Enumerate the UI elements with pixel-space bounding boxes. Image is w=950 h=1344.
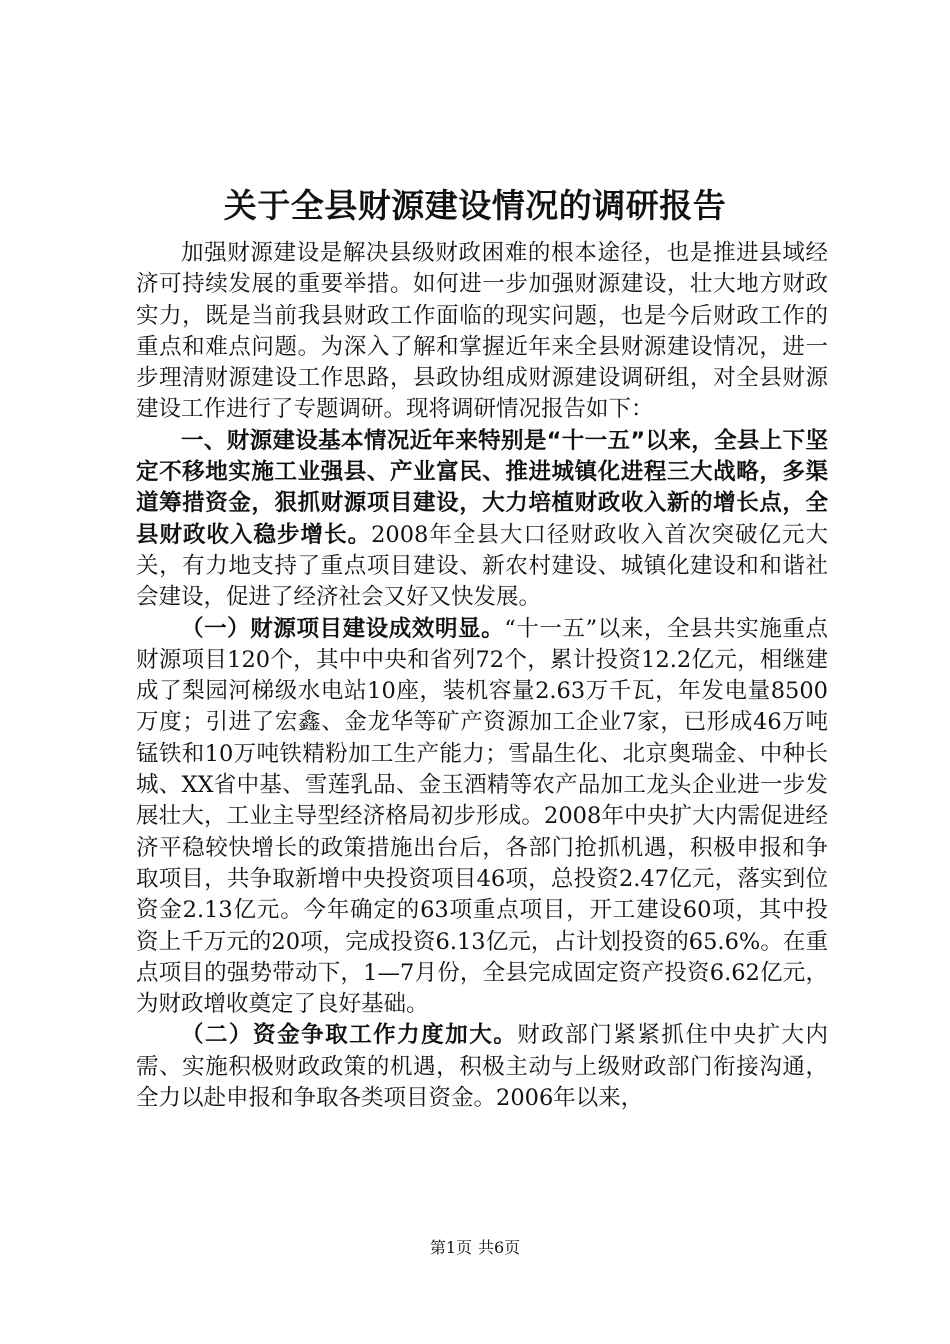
document-body xyxy=(136,238,828,1114)
intro-paragraph xyxy=(136,238,828,426)
document-title: 关于全县财源建设情况的调研报告 xyxy=(223,186,727,225)
paragraph-text: 财政部门紧紧抓住中央扩大内需、实施积极财政政策的机遇，积极主动与上级财政部门衔接沟通，全力以赴申报和争取各类项目资金。2006年以来， xyxy=(136,1022,828,1112)
page-footer xyxy=(0,1238,950,1258)
subsection-1-paragraph xyxy=(136,614,828,1021)
section-heading: 一、财源建设基本情况近年来特别是“十一五”以来，全县上下坚定不移地实施工业强县、产业富民、推进城镇化进程三大战略，多渠道筹措资金，狠抓财源项目建设，大力培植财政收入新的增长点，全县财政收入稳步增长。 xyxy=(136,427,828,548)
section-1-paragraph xyxy=(136,426,828,614)
paragraph-text: “十一五”以来，全县共实施重点财源项目120个，其中中央和省列72个，累计投资12.2亿元，相继建成了梨园河梯级水电站10座，装机容量2.63万千瓦，年发电量8500万度；引进了宏鑫、金龙华等矿产资源加工企业7家，已形成46万吨锰铁和10万吨铁精粉加工生产能力；雪晶生化、北京奥瑞金、中种长城、XX省中基、雪莲乳品、金玉酒精等农产品加工龙头企业进一步发展壮大，工业主导型经济格局初步形成。2008年中央扩大内需促进经济平稳较快增长的政策措施出台后，各部门抢抓机遇，积极申报和争取项目，共争取新增中央投资项目46项，总投资2.47亿元，落实到位资金2.13亿元。今年确定的63项重点项目，开工建设60项，其中投资上千万元的20项，完成投资6.13亿元，占计划投资的65.6%。在重点项目的强势带动下，1—7月份，全县完成固定资产投资6.62亿元，为财政增收奠定了良好基础。 xyxy=(136,615,828,1018)
paragraph-text: 加强财源建设是解决县级财政困难的根本途径，也是推进县域经济可持续发展的重要举措。如何进一步加强财源建设，壮大地方财政实力，既是当前我县财政工作面临的现实问题，也是今后财政工作的重点和难点问题。为深入了解和掌握近年来全县财源建设情况，进一步理清财源建设工作思路，县政协组成财源建设调研组，对全县财源建设工作进行了专题调研。现将调研情况报告如下： xyxy=(136,240,828,423)
subsection-heading: （二）资金争取工作力度加大。 xyxy=(181,1022,518,1049)
paragraph-text: 2008年全县大口径财政收入首次突破亿元大关，有力地支持了重点项目建设、新农村建设、城镇化建设和和谐社会建设，促进了经济社会又好又快发展。 xyxy=(136,521,828,611)
subsection-heading: （一）财源项目建设成效明显。 xyxy=(181,615,505,642)
subsection-2-paragraph xyxy=(136,1020,828,1114)
page-number: 第1页 xyxy=(429,1238,472,1257)
page-total: 共6页 xyxy=(478,1238,521,1257)
